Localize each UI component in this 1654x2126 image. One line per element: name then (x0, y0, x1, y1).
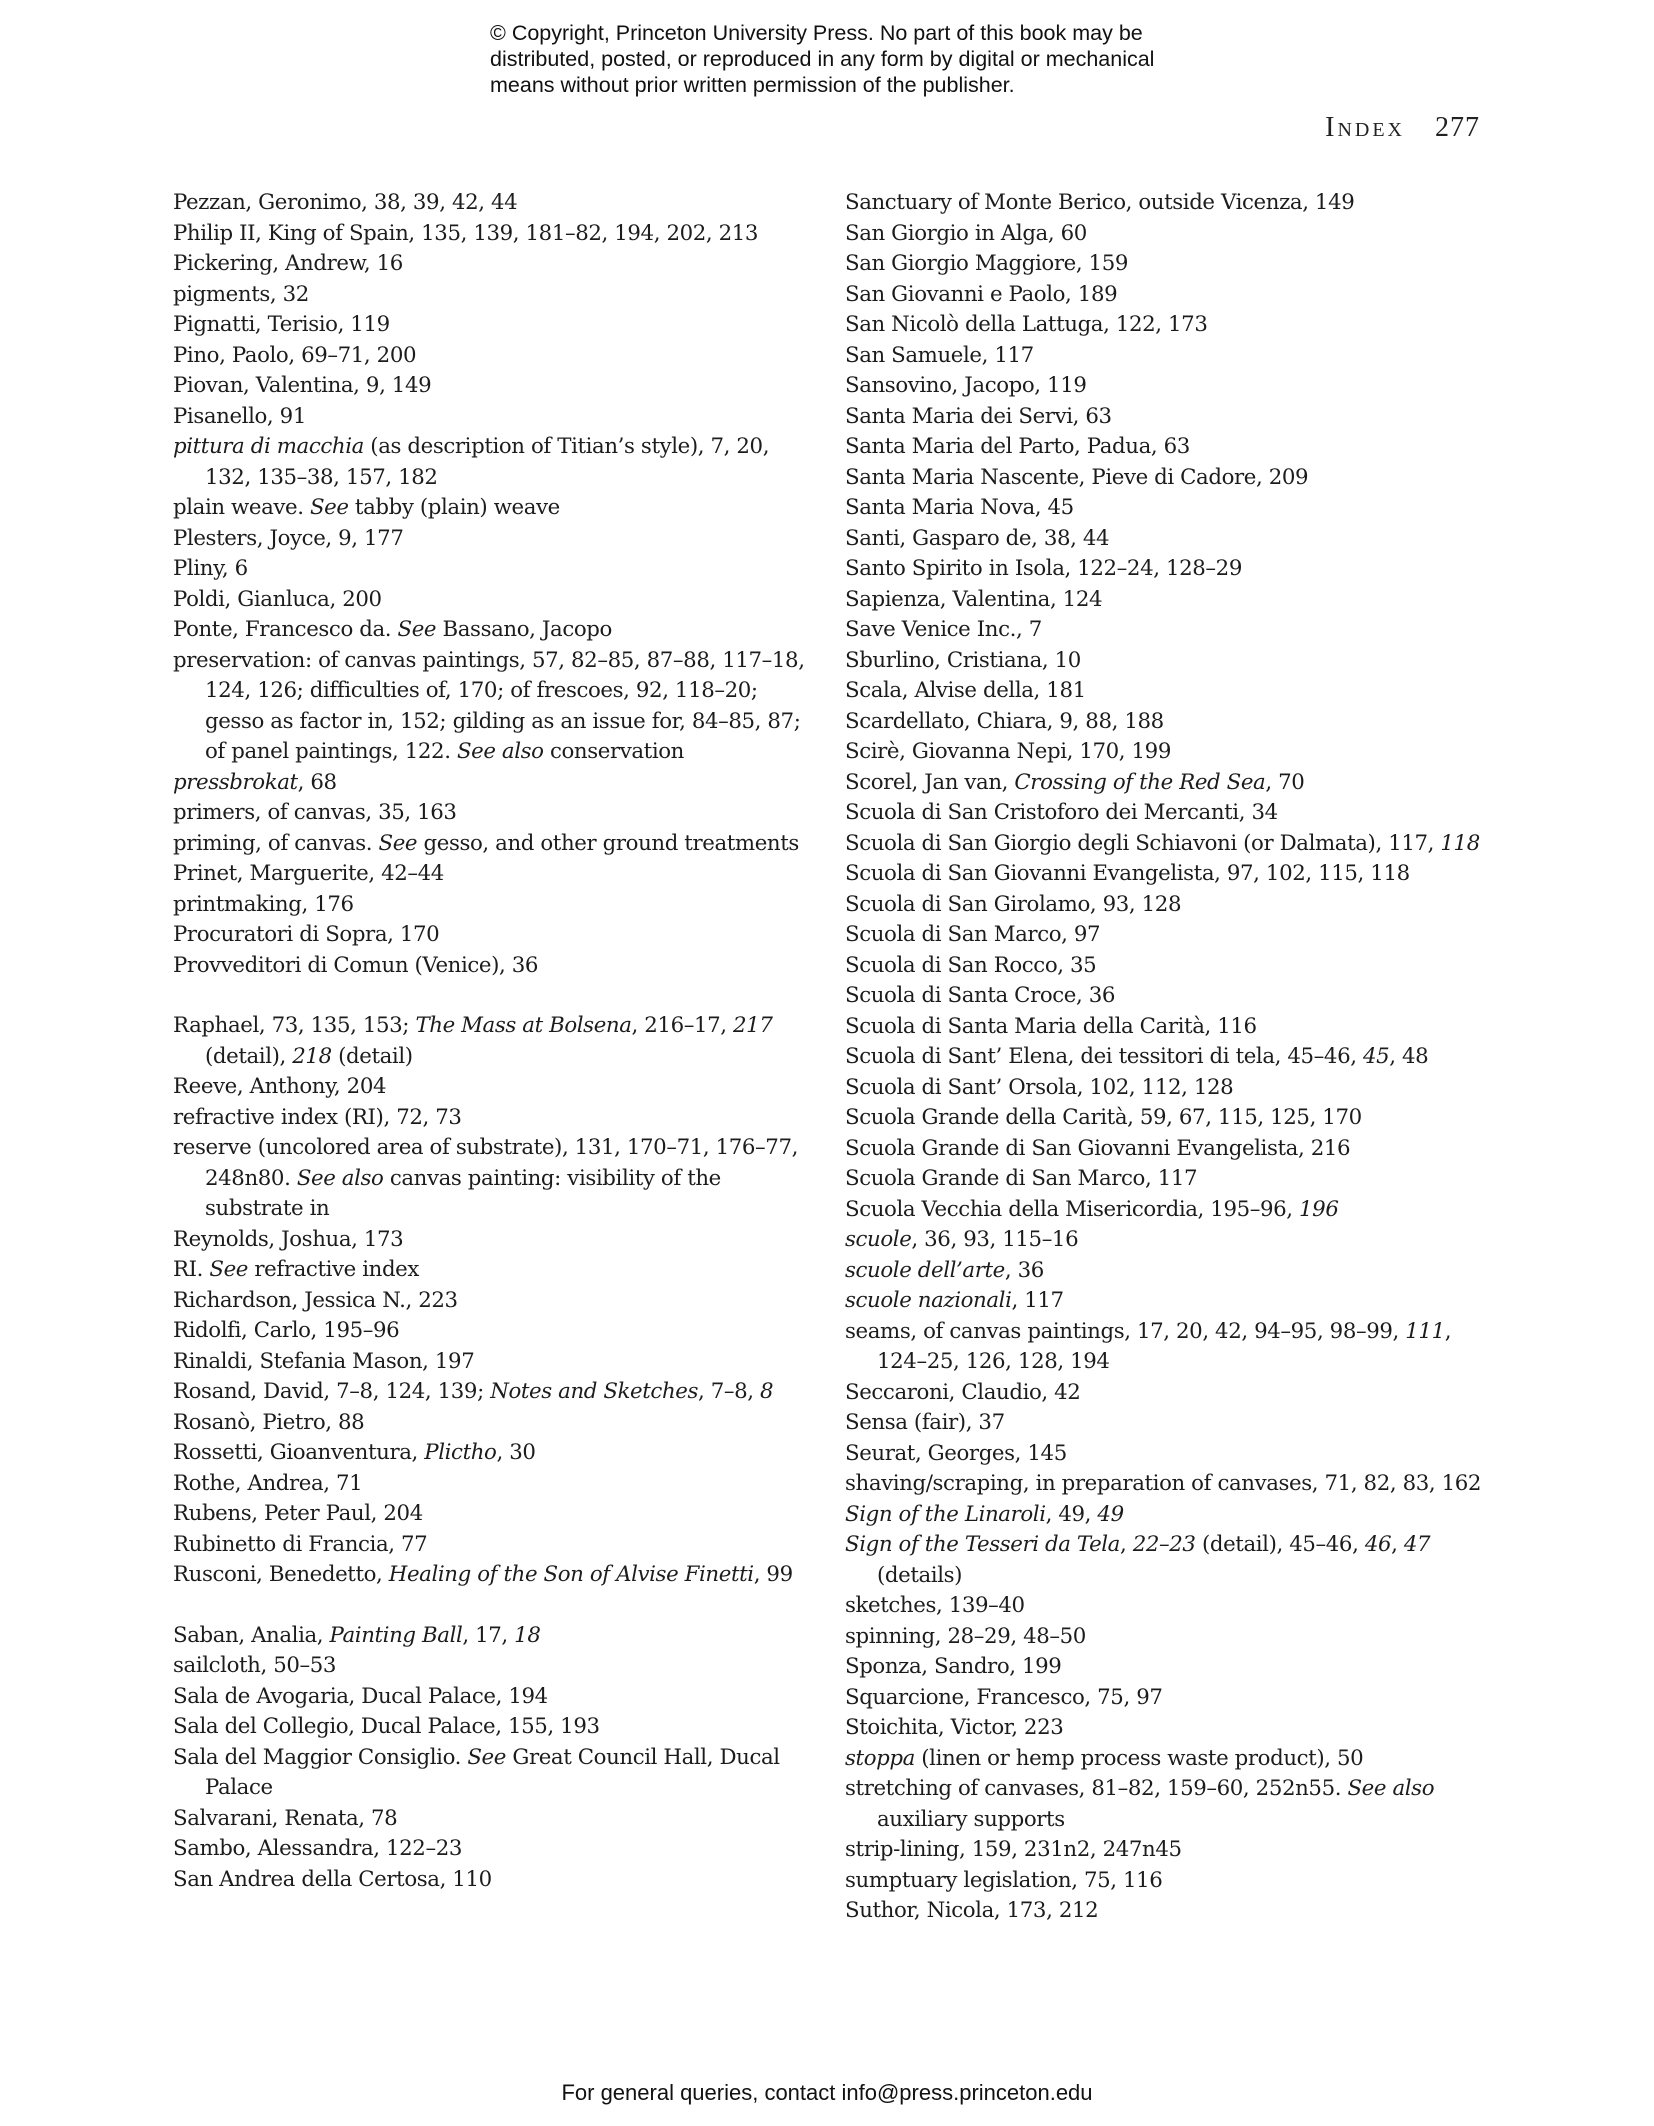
index-entry: Sponza, Sandro, 199 (845, 1654, 1062, 1679)
index-entry: Scuola di Sant’ Elena, dei tessitori di tela, 45–46, 45, 48 (845, 1044, 1429, 1069)
copyright-line: distributed, posted, or reproduced in any form by digital or mechanical (490, 47, 1155, 71)
index-entry: Scala, Alvise della, 181 (845, 678, 1086, 703)
page-number: 277 (1435, 112, 1480, 143)
index-entry: Sala del Maggior Consiglio. See Great Council Hall, Ducal Palace (173, 1744, 780, 1800)
index-entry: Scuola di San Girolamo, 93, 128 (845, 891, 1182, 917)
copyright-line: means without prior written permission of the publisher. (490, 73, 1015, 97)
index-entry: Scuola Grande di San Giovanni Evangelista, 216 (845, 1135, 1351, 1161)
index-entry: Prinet, Marguerite, 42–44 (173, 861, 444, 886)
index-entry: Scuola di San Cristoforo dei Mercanti, 34 (845, 800, 1278, 825)
index-entry: San Nicolò della Lattuga, 122, 173 (845, 312, 1208, 337)
index-entry: Scuola di San Giorgio degli Schiavoni (or Dalmata), 117, 118 (845, 830, 1480, 856)
index-entry: Scuola Grande di San Marco, 117 (845, 1166, 1198, 1191)
index-entry: Pisanello, 91 (173, 403, 306, 429)
index-entry: Scuola di Sant’ Orsola, 102, 112, 128 (845, 1074, 1234, 1100)
index-entry: Santi, Gasparo de, 38, 44 (845, 525, 1110, 551)
index-column-left (173, 188, 818, 1895)
index-entry: Rubens, Peter Paul, 204 (173, 1501, 423, 1526)
running-head (1325, 112, 1480, 144)
index-entry: Reeve, Anthony, 204 (173, 1074, 387, 1099)
index-entry: Seccaroni, Claudio, 42 (845, 1379, 1081, 1405)
index-entry: Sala de Avogaria, Ducal Palace, 194 (173, 1683, 548, 1709)
index-entry: refractive index (RI), 72, 73 (173, 1104, 462, 1130)
index-entry: Save Venice Inc., 7 (845, 617, 1042, 642)
index-entry: Santa Maria Nova, 45 (845, 495, 1074, 520)
index-entry: Provveditori di Comun (Venice), 36 (173, 952, 539, 978)
index-entry: Saban, Analia, Painting Ball, 17, 18 (173, 1622, 541, 1648)
index-entry: Pignatti, Terisio, 119 (173, 312, 390, 337)
index-entry: Scirè, Giovanna Nepi, 170, 199 (845, 739, 1171, 764)
index-entry: Ridolfi, Carlo, 195–96 (173, 1318, 400, 1343)
index-entry: scuole dell’arte, 36 (845, 1257, 1044, 1283)
index-entry: Philip II, King of Spain, 135, 139, 181–82, 194, 202, 213 (173, 220, 759, 246)
index-entry: Suthor, Nicola, 173, 212 (845, 1898, 1099, 1923)
index-entry: Sanctuary of Monte Berico, outside Vicenza, 149 (845, 190, 1355, 215)
index-entry: Scuola di San Giovanni Evangelista, 97, 102, 115, 118 (845, 861, 1410, 886)
index-entry: Scuola di San Marco, 97 (845, 922, 1101, 947)
index-entry: sketches, 139–40 (845, 1593, 1025, 1618)
index-entry: Sign of the Linaroli, 49, 49 (845, 1501, 1124, 1527)
index-entry: preservation: of canvas paintings, 57, 82–85, 87–88, 117–18, 124, 126; difficulties of, 170; of frescoes, 92, 118–20; gesso as factor in, 152; gilding as an issue for, 84–85, 87; of panel paintings, 122. See also conservation (173, 647, 805, 764)
index-entry: Santa Maria del Parto, Padua, 63 (845, 434, 1190, 459)
index-entry: Seurat, Georges, 145 (845, 1440, 1067, 1466)
copyright-notice (490, 20, 1250, 98)
index-entry: San Samuele, 117 (845, 342, 1034, 368)
index-entry: Rubinetto di Francia, 77 (173, 1531, 428, 1557)
index-column-right (845, 188, 1495, 1927)
index-entry: Sansovino, Jacopo, 119 (845, 373, 1087, 398)
footer-contact: For general queries, contact info@press.princeton.edu (561, 2080, 1093, 2105)
index-entry: Procuratori di Sopra, 170 (173, 922, 440, 947)
index-entry: sumptuary legislation, 75, 116 (845, 1867, 1163, 1893)
index-entry: Rinaldi, Stefania Mason, 197 (173, 1348, 475, 1374)
index-entry: Salvarani, Renata, 78 (173, 1805, 398, 1831)
index-entry: Rosanò, Pietro, 88 (173, 1409, 365, 1435)
copyright-line: © Copyright, Princeton University Press. No part of this book may be (490, 21, 1143, 45)
index-entry: scuole, 36, 93, 115–16 (845, 1227, 1079, 1252)
index-entry: Scuola Vecchia della Misericordia, 195–96, 196 (845, 1196, 1339, 1222)
index-entry: RI. See refractive index (173, 1257, 419, 1282)
index-entry: printmaking, 176 (173, 891, 354, 917)
index-entry: Pino, Paolo, 69–71, 200 (173, 342, 417, 368)
index-entry: Pickering, Andrew, 16 (173, 251, 403, 276)
index-entry: Scuola di Santa Maria della Carità, 116 (845, 1013, 1257, 1039)
index-entry: San Giovanni e Paolo, 189 (845, 281, 1118, 307)
index-entry: Sala del Collegio, Ducal Palace, 155, 193 (173, 1714, 600, 1739)
index-entry: Rusconi, Benedetto, Healing of the Son of Alvise Finetti, 99 (173, 1562, 793, 1587)
index-entry: San Giorgio in Alga, 60 (845, 220, 1087, 246)
index-entry: seams, of canvas paintings, 17, 20, 42, 94–95, 98–99, 111, 124–25, 126, 128, 194 (845, 1318, 1452, 1374)
index-entry: Rothe, Andrea, 71 (173, 1470, 363, 1496)
index-entry: Richardson, Jessica N., 223 (173, 1287, 458, 1313)
index-entry: San Andrea della Certosa, 110 (173, 1866, 492, 1892)
index-entry: Sapienza, Valentina, 124 (845, 586, 1103, 612)
index-entry: priming, of canvas. See gesso, and other ground treatments (173, 830, 799, 856)
index-entry: Scuola di Santa Croce, 36 (845, 983, 1116, 1008)
index-entry: Rossetti, Gioanventura, Plictho, 30 (173, 1440, 536, 1465)
index-entry: reserve (uncolored area of substrate), 131, 170–71, 176–77, 248n80. See also canvas painting: visibility of the substrate in (173, 1135, 798, 1221)
index-entry: sailcloth, 50–53 (173, 1653, 337, 1678)
index-entry: Raphael, 73, 135, 153; The Mass at Bolsena, 216–17, 217 (detail), 218 (detail) (173, 1013, 773, 1069)
index-entry: San Giorgio Maggiore, 159 (845, 251, 1129, 276)
index-entry: pittura di macchia (as description of Titian’s style), 7, 20, 132, 135–38, 157, 182 (173, 434, 770, 490)
index-entry: Santa Maria dei Servi, 63 (845, 403, 1112, 429)
index-entry: stoppa (linen or hemp process waste product), 50 (845, 1745, 1364, 1771)
index-entry: Scuola di San Rocco, 35 (845, 952, 1097, 978)
index-entry: stretching of canvases, 81–82, 159–60, 252n55. See also auxiliary supports (845, 1776, 1435, 1832)
index-entry: Plesters, Joyce, 9, 177 (173, 525, 404, 551)
index-entry: Sensa (fair), 37 (845, 1410, 1005, 1435)
index-entry: Reynolds, Joshua, 173 (173, 1226, 404, 1252)
index-entry: strip-lining, 159, 231n2, 247n45 (845, 1837, 1182, 1862)
index-entry: Pezzan, Geronimo, 38, 39, 42, 44 (173, 190, 518, 215)
index-entry: primers, of canvas, 35, 163 (173, 800, 457, 825)
index-entry: Sambo, Alessandra, 122–23 (173, 1836, 462, 1861)
index-entry: Sburlino, Cristiana, 10 (845, 647, 1081, 673)
index-entry: Ponte, Francesco da. See Bassano, Jacopo (173, 617, 612, 642)
index-entry: Sign of the Tesseri da Tela, 22–23 (detail), 45–46, 46, 47 (details) (845, 1532, 1431, 1588)
index-entry: Pliny, 6 (173, 556, 248, 581)
index-entry: plain weave. See tabby (plain) weave (173, 495, 560, 520)
index-entry: Squarcione, Francesco, 75, 97 (845, 1684, 1163, 1710)
index-entry: Piovan, Valentina, 9, 149 (173, 373, 432, 398)
index-entry: Rosand, David, 7–8, 124, 139; Notes and Sketches, 7–8, 8 (173, 1379, 774, 1404)
index-entry: scuole nazionali, 117 (845, 1288, 1064, 1313)
index-entry: Santa Maria Nascente, Pieve di Cadore, 209 (845, 464, 1309, 490)
index-entry: Poldi, Gianluca, 200 (173, 586, 382, 612)
section-title: Index (1325, 112, 1405, 143)
index-entry: pigments, 32 (173, 281, 309, 307)
index-entry: Scardellato, Chiara, 9, 88, 188 (845, 708, 1164, 734)
index-entry: Santo Spirito in Isola, 122–24, 128–29 (845, 556, 1242, 581)
index-entry: shaving/scraping, in preparation of canvases, 71, 82, 83, 162 (845, 1471, 1482, 1496)
index-entry: Scorel, Jan van, Crossing of the Red Sea, 70 (845, 769, 1305, 795)
index-entry: spinning, 28–29, 48–50 (845, 1623, 1086, 1649)
index-entry: pressbrokat, 68 (173, 769, 337, 795)
index-entry: Scuola Grande della Carità, 59, 67, 115, 125, 170 (845, 1105, 1362, 1130)
index-entry: Stoichita, Victor, 223 (845, 1715, 1064, 1740)
